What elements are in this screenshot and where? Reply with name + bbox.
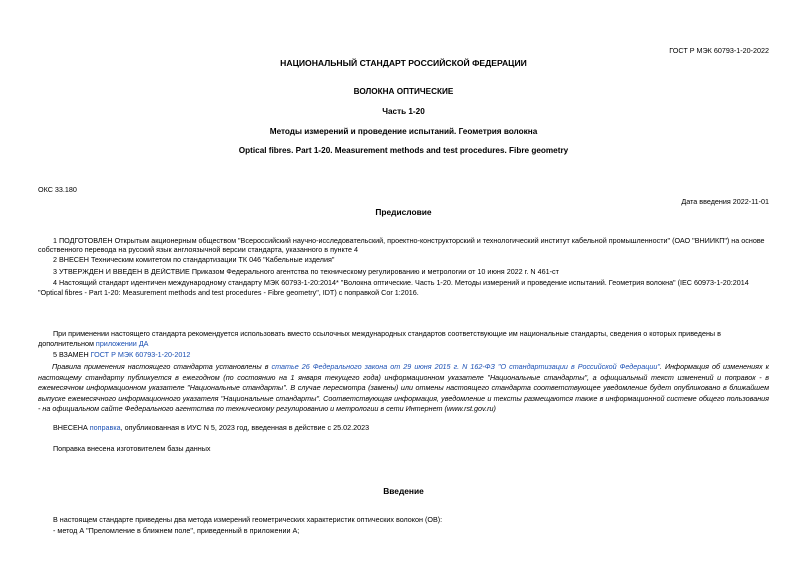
federal-law-link[interactable]: статье 26 Федерального закона от 29 июня 2015 г. N 162-ФЗ "О стандартизации в Российской Федерации" xyxy=(271,362,660,371)
application-line-2-text: дополнительном xyxy=(38,340,96,348)
foreword-item-3: 3 УТВЕРЖДЕН И ВВЕДЕН В ДЕЙСТВИЕ Приказом Федерального агентства по техническому регулированию и метрологии от 10 июня 2022 г. N 461-ст xyxy=(53,268,559,276)
rules-text-2: . Информация об изменениях к настоящему стандарту публикуется в ежегодном (по состоянию на 1 января текущего года) информационном указателе "Национальные стандарты", а официальный текст изменений и поправок - в ежемесячном информационном указателе "Национальные стандарты". В случае пересмотра (замены) или отмены настоящего стандарта соответствующее уведомление будет опубликовано в ближайшем выпуске ежемесячного информационного указателя "Национальные стандарты". Соответствующая информация, уведомление и тексты размещаются также в информационной системе общего пользования - на официальном сайте Федерального агентства по техническому регулированию и метрологии в сети Интернет (www.rst.gov.ru) xyxy=(38,362,769,414)
document-part: Часть 1-20 xyxy=(382,107,425,116)
appendix-da-link[interactable]: приложении ДА xyxy=(95,340,149,348)
national-standard-heading: НАЦИОНАЛЬНЫЙ СТАНДАРТ РОССИЙСКОЙ ФЕДЕРАЦИИ xyxy=(280,58,527,68)
foreword-heading: Предисловие xyxy=(375,207,432,217)
application-line-2 xyxy=(38,340,754,349)
amendment-link[interactable]: поправка xyxy=(89,424,121,432)
replaced-label: 5 ВЗАМЕН xyxy=(53,351,91,359)
document-title: ВОЛОКНА ОПТИЧЕСКИЕ xyxy=(353,87,454,96)
foreword-item-1-line-1: 1 ПОДГОТОВЛЕН Открытым акционерным обществом "Всероссийский научно-исследовательский, проектно-конструкторский и технологический институт кабельной промышленности" (ОАО "ВНИИКП") на основе xyxy=(53,237,765,245)
foreword-item-1-line-2: собственного перевода на русский язык англоязычной версии стандарта, указанного в пункте 4 xyxy=(38,246,358,254)
amendment-line xyxy=(53,424,769,433)
rules-text-1: Правила применения настоящего стандарта установлены в xyxy=(52,362,272,371)
document-title-english: Optical fibres. Part 1-20. Measurement methods and test procedures. Fibre geometry xyxy=(238,146,569,155)
document-subtitle: Методы измерений и проведение испытаний. Геометрия волокна xyxy=(269,127,538,136)
introduction-line-1: В настоящем стандарте приведены два метода измерений геометрических характеристик оптических волокон (ОВ): xyxy=(53,516,443,524)
amendment-note: Поправка внесена изготовителем базы данных xyxy=(53,445,211,453)
foreword-item-4-line-1: 4 Настоящий стандарт идентичен международному стандарту МЭК 60793-1-20:2014* "Волокна оптические. Часть 1-20. Методы измерений и проведение испытаний. Геометрия волокна" (IEC 60973-1-20:2014 xyxy=(53,279,749,287)
amendment-suffix: , опубликованная в ИУС N 5, 2023 год, введенная в действие с 25.02.2023 xyxy=(120,424,370,432)
introduction-heading: Введение xyxy=(383,486,424,496)
foreword-item-4-line-2: "Optical fibres - Part 1-20: Measurement methods and test procedures - Fibre geometry", IDT) с поправкой Cor 1:2016. xyxy=(38,289,419,297)
rules-paragraph xyxy=(38,362,769,415)
replaced-standard xyxy=(53,351,769,360)
oks-code: ОКС 33.180 xyxy=(38,185,77,194)
replaced-standard-link[interactable]: ГОСТ Р МЭК 60793-1-20-2012 xyxy=(90,351,191,359)
amendment-prefix: ВНЕСЕНА xyxy=(53,424,90,432)
application-line-1: При применении настоящего стандарта рекомендуется использовать вместо ссылочных международных стандартов соответствующие им национальные стандарты, сведения о которых приведены в xyxy=(53,330,721,338)
introduction-line-2: - метод А "Преломление в ближнем поле", приведенный в приложении А; xyxy=(53,527,300,535)
effective-date: Дата введения 2022-11-01 xyxy=(681,197,769,206)
foreword-item-2: 2 ВНЕСЕН Техническим комитетом по стандартизации ТК 046 "Кабельные изделия" xyxy=(53,256,335,264)
doc-code: ГОСТ Р МЭК 60793-1-20-2022 xyxy=(669,46,769,55)
